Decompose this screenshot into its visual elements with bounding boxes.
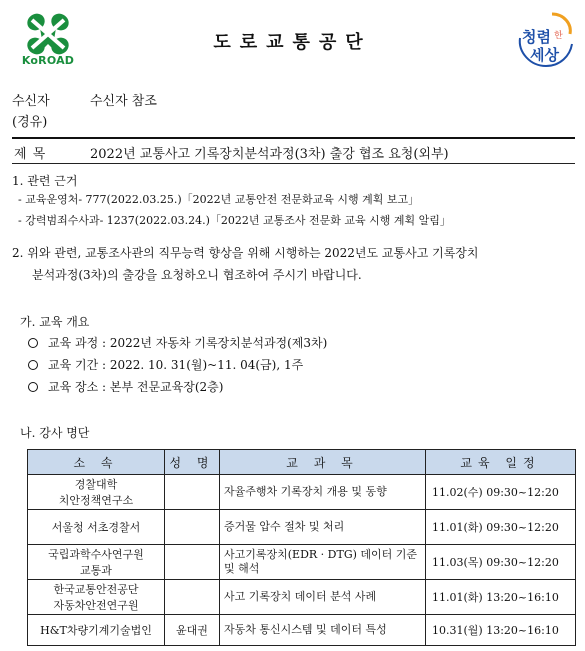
- overview-item: [28, 356, 303, 373]
- affiliation-cell: [28, 545, 165, 580]
- bullet-circle-icon: [28, 338, 38, 348]
- subject-text: 2022년 교통사고 기록장치분석과정(3차) 출강 협조 요청(외부): [90, 147, 449, 162]
- table-row: [28, 580, 576, 615]
- recipient-value: 수신자 참조: [90, 94, 157, 109]
- subject-top-rule: [12, 137, 575, 139]
- via-label: (경유): [12, 115, 48, 130]
- overview-title: 가. 교육 개요: [20, 315, 90, 329]
- affiliation-cell: [28, 615, 165, 646]
- slogan-mid: 한: [554, 31, 563, 41]
- section1-item: - 교육운영처- 777(2022.03.25.)「2022년 교통안전 전문화교육 시행 계획 보고」: [18, 193, 420, 206]
- table-row: [28, 615, 576, 646]
- section2-line: 2. 위와 관련, 교통조사관의 직무능력 향상을 위해 시행하는 2022년도 교통사고 기록장치: [12, 246, 479, 260]
- subject-cell: [220, 545, 426, 580]
- affiliation-line: 자동차안전연구원: [53, 599, 139, 612]
- table-row: [28, 545, 576, 580]
- lecturers-title: 나. 강사 명단: [20, 426, 90, 440]
- slogan-bottom: 세상: [530, 46, 559, 64]
- page-title: 도로교통공단: [213, 32, 372, 53]
- subject-line: 사고 기록장치 데이터 분석 사례: [224, 590, 377, 603]
- affiliation-line: 경찰대학: [74, 478, 118, 491]
- bullet-circle-icon: [28, 360, 38, 370]
- schedule-cell: 10.31(월) 13:20~16:10: [426, 615, 576, 646]
- schedule-cell: 11.01(화) 13:20~16:10: [426, 580, 576, 615]
- header-affiliation: 소 속: [28, 450, 165, 475]
- header-name: 성 명: [165, 450, 220, 475]
- affiliation-line: 치안정책연구소: [58, 494, 134, 507]
- subject-cell: [220, 580, 426, 615]
- affiliation-line: H&T차량기계기술법인: [40, 624, 152, 637]
- affiliation-cell: [28, 475, 165, 510]
- integrity-slogan-logo-icon: [512, 8, 576, 72]
- section1-title: 1. 관련 근거: [12, 174, 78, 188]
- affiliation-line: 서울청 서초경찰서: [51, 521, 141, 534]
- header-subject: 교 과 목: [220, 450, 426, 475]
- slogan-top: 청렴: [522, 28, 551, 46]
- name-cell: [165, 545, 220, 580]
- schedule-cell: 11.03(목) 09:30~12:20: [426, 545, 576, 580]
- bullet-circle-icon: [28, 382, 38, 392]
- subject-line: 자율주행차 기록장치 개용 및 동향: [224, 485, 387, 498]
- subject-line: 자동차 통신시스템 및 데이터 특성: [224, 623, 387, 636]
- section1-item: - 강력범죄수사과- 1237(2022.03.24.)「2022년 교통조사 전문화 교육 시행 계획 알림」: [18, 214, 451, 227]
- recipient-label: 수신자: [12, 94, 50, 109]
- schedule-cell: 11.01(화) 09:30~12:20: [426, 510, 576, 545]
- overview-item-text: 교육 장소 : 본부 전문교육장(2층): [48, 380, 224, 394]
- name-cell: [165, 510, 220, 545]
- affiliation-line: 교통과: [80, 564, 112, 577]
- table-row: [28, 475, 576, 510]
- overview-item-text: 교육 과정 : 2022년 자동차 기록장치분석과정(제3차): [48, 336, 328, 350]
- affiliation-line: 국립과학수사연구원: [48, 548, 144, 561]
- schedule-cell: 11.02(수) 09:30~12:20: [426, 475, 576, 510]
- subject-line: 증거물 압수 절차 및 처리: [224, 520, 345, 533]
- subject-cell: [220, 615, 426, 646]
- subject-bottom-rule: [12, 163, 575, 164]
- table-header-row: [28, 450, 576, 475]
- overview-item: [28, 334, 327, 351]
- koroad-logo-text: KoROAD: [21, 54, 75, 67]
- name-cell: [165, 580, 220, 615]
- lecturers-table: [27, 449, 576, 646]
- subject-line: 사고기록장치(EDR · DTG) 데이터 기준: [224, 548, 418, 561]
- subject-cell: [220, 510, 426, 545]
- affiliation-line: 한국교통안전공단: [53, 583, 139, 596]
- name-cell: 윤대권: [165, 615, 220, 646]
- subject-cell: [220, 475, 426, 510]
- overview-item: [28, 378, 223, 395]
- subject-line: 및 해석: [224, 562, 260, 575]
- affiliation-cell: [28, 510, 165, 545]
- header-schedule: 교육 일정: [426, 450, 576, 475]
- subject-label: 제 목: [14, 147, 47, 162]
- section2-line: 분석과정(3차)의 출강을 요청하오니 협조하여 주시기 바랍니다.: [32, 268, 362, 282]
- table-row: [28, 510, 576, 545]
- overview-item-text: 교육 기간 : 2022. 10. 31(월)~11. 04(금), 1주: [48, 358, 304, 372]
- affiliation-cell: [28, 580, 165, 615]
- name-cell: [165, 475, 220, 510]
